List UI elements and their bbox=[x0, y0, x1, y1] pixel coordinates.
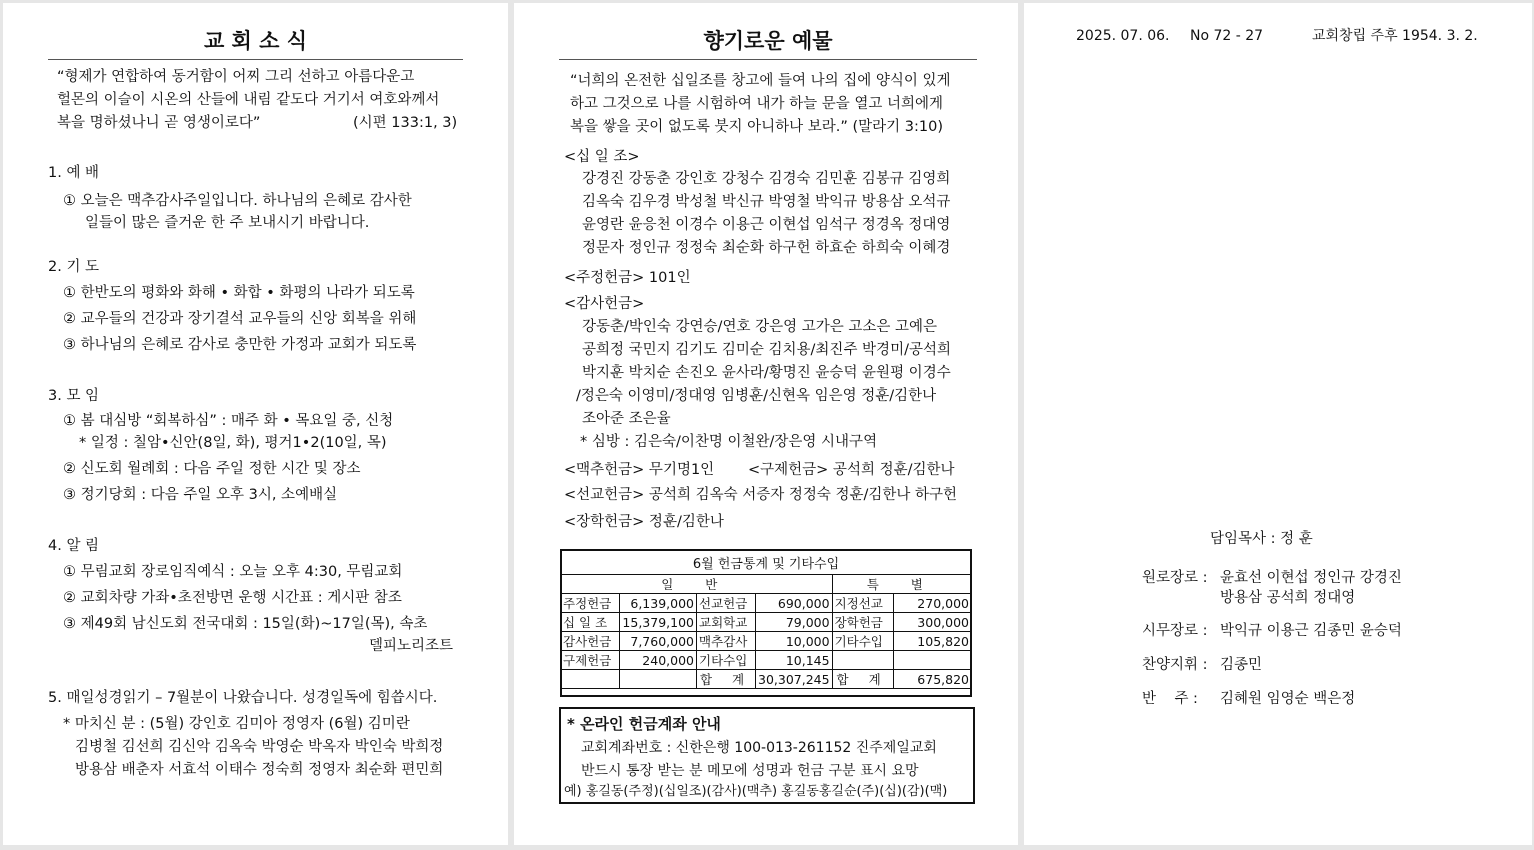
table-cell: 7,760,000 bbox=[620, 632, 697, 651]
table-cell: 79,000 bbox=[756, 613, 833, 632]
verse-line: “너희의 온전한 십일조를 창고에 들여 나의 집에 양식이 있게 bbox=[570, 73, 951, 89]
verse-line: 복을 쌓을 곳이 없도록 붓지 아니하나 보라.” (말라기 3:10) bbox=[570, 119, 944, 135]
verse-line: 헐몬의 이슬이 시온의 산들에 내림 같도다 거기서 여호와께서 bbox=[57, 92, 440, 108]
table-header-special: 특 별 bbox=[832, 575, 971, 594]
verse-line: “형제가 연합하여 동거함이 어찌 그리 선하고 아름다운고 bbox=[57, 69, 415, 85]
thanks-names: 공희정 국민지 김기도 김미순 김치용/최진주 박경미/공석희 bbox=[582, 342, 951, 358]
bulletin-date: 2025. 07. 06. bbox=[1076, 28, 1170, 44]
verse-reference: (시편 133:1, 3) bbox=[353, 115, 458, 131]
table-cell: 기타수입 bbox=[697, 651, 756, 670]
prayer-item: ② 교우들의 건강과 장기결석 교우들의 신앙 회복을 위해 bbox=[63, 311, 417, 327]
account-line: 반드시 통장 받는 분 메모에 성명과 헌금 구분 표시 요망 bbox=[581, 763, 919, 779]
thanks-names: /정은숙 이영미/정대영 임병훈/신현옥 임은영 정훈/김한나 bbox=[576, 388, 937, 404]
notice-item: 델피노리조트 bbox=[369, 638, 454, 654]
verse-line: 하고 그것으로 나를 시험하여 내가 하늘 문을 열고 너희에게 bbox=[570, 96, 944, 112]
page-cover bbox=[1024, 3, 1532, 845]
prayer-item: ① 한반도의 평화와 화해 • 화합 • 화평의 나라가 되도록 bbox=[63, 285, 415, 301]
table-cell: 240,000 bbox=[620, 651, 697, 670]
table-cell bbox=[832, 651, 893, 670]
mission-offering: <선교헌금> 공석희 김옥숙 서증자 정정숙 정훈/김한나 하구헌 bbox=[564, 487, 958, 503]
table-cell: 10,000 bbox=[756, 632, 833, 651]
table-cell: 15,379,100 bbox=[620, 613, 697, 632]
page-offerings bbox=[514, 3, 1018, 845]
page-church-news bbox=[3, 3, 508, 845]
account-title: * 온라인 헌금계좌 안내 bbox=[567, 715, 721, 733]
notice-item: ③ 제49회 남신도회 전국대회 : 15일(화)~17일(목), 속초 bbox=[63, 616, 428, 632]
bible-line: 김병철 김선희 김신악 김옥숙 박영순 박옥자 박인숙 박희정 bbox=[75, 739, 444, 755]
offerings-title: 향기로운 예물 bbox=[559, 25, 977, 60]
section-heading-worship: 1. 예 배 bbox=[48, 165, 100, 181]
online-account-box bbox=[559, 707, 975, 804]
table-row bbox=[561, 613, 972, 632]
staff-names: 방용삼 공석희 정대영 bbox=[1220, 590, 1356, 606]
bulletin-number: No 72 - 27 bbox=[1190, 28, 1264, 44]
total-general: 30,307,245 bbox=[756, 670, 833, 689]
harvest-offering: <맥추헌금> 무기명1인 bbox=[564, 462, 715, 478]
prayer-item: ③ 하나님의 은혜로 감사로 충만한 가정과 교회가 되도록 bbox=[63, 337, 417, 353]
thanks-names: 조아준 조은율 bbox=[582, 411, 671, 427]
tithe-names: 김옥숙 김우경 박성철 박신규 박영철 박익규 방용삼 오석규 bbox=[582, 194, 951, 210]
thanks-names: 강동춘/박인숙 강연승/연호 강은영 고가은 고소은 고예은 bbox=[582, 319, 937, 335]
table-header-general: 일 반 bbox=[561, 575, 833, 594]
table-cell: 270,000 bbox=[893, 594, 971, 613]
meeting-item: ① 봄 대심방 “회복하심” : 매주 화 • 목요일 중, 신청 bbox=[63, 413, 394, 429]
notice-item: ② 교회차량 가좌•초전방면 운행 시간표 : 게시판 참조 bbox=[63, 590, 402, 606]
table-cell: 기타수입 bbox=[832, 632, 893, 651]
section-heading-meeting: 3. 모 임 bbox=[48, 388, 100, 404]
staff-label: 반 주 : bbox=[1142, 691, 1198, 707]
section-heading-bible: 5. 매일성경읽기 – 7월분이 나왔습니다. 성경일독에 힘씁시다. bbox=[48, 690, 438, 706]
staff-names: 김혜원 임영순 백은정 bbox=[1220, 691, 1356, 707]
table-row bbox=[561, 632, 972, 651]
table-cell: 10,145 bbox=[756, 651, 833, 670]
staff-names: 김종민 bbox=[1220, 657, 1263, 673]
table-cell bbox=[893, 651, 971, 670]
total-label: 합 계 bbox=[832, 670, 893, 689]
staff-label: 원로장로 : bbox=[1142, 570, 1208, 586]
total-special: 675,820 bbox=[893, 670, 971, 689]
tithe-names: 정문자 정인규 정정숙 최순화 하구헌 하효순 하희숙 이혜경 bbox=[582, 240, 951, 256]
table-cell: 지정선교 bbox=[832, 594, 893, 613]
bible-line: 방용삼 배춘자 서효석 이태수 정숙희 정영자 최순화 편민희 bbox=[75, 762, 444, 778]
table-cell: 십 일 조 bbox=[561, 613, 620, 632]
tithe-names: 강경진 강동춘 강인호 강청수 김경숙 김민훈 김봉규 김영희 bbox=[582, 171, 951, 187]
tithe-label: <십 일 조> bbox=[564, 149, 640, 165]
meeting-item: * 일정 : 칠암•신안(8일, 화), 평거1•2(10일, 목) bbox=[79, 435, 387, 451]
section-heading-prayer: 2. 기 도 bbox=[48, 259, 100, 275]
table-cell: 선교헌금 bbox=[697, 594, 756, 613]
visit-thanks: * 심방 : 김은숙/이찬명 이철완/장은영 시내구역 bbox=[580, 434, 878, 450]
worship-item: ① 오늘은 맥추감사주일입니다. 하나님의 은혜로 감사한 bbox=[63, 193, 412, 209]
table-cell: 감사헌금 bbox=[561, 632, 620, 651]
section-heading-notice: 4. 알 림 bbox=[48, 538, 100, 554]
founding-date: 교회창립 주후 1954. 3. 2. bbox=[1312, 28, 1478, 44]
table-cell: 교회학교 bbox=[697, 613, 756, 632]
offering-statistics-table bbox=[560, 549, 972, 689]
thanks-label: <감사헌금> bbox=[564, 296, 645, 312]
table-cell: 105,820 bbox=[893, 632, 971, 651]
verse-line: 복을 명하셨나니 곧 영생이로다” bbox=[57, 115, 261, 131]
table-cell: 6,139,000 bbox=[620, 594, 697, 613]
relief-offering: <구제헌금> 공석희 정훈/김한나 bbox=[748, 462, 955, 478]
staff-label: 시무장로 : bbox=[1142, 623, 1208, 639]
table-cell: 690,000 bbox=[756, 594, 833, 613]
table-caption: 6월 헌금통계 및 기타수입 bbox=[561, 550, 972, 575]
scholarship-offering: <장학헌금> 정훈/김한나 bbox=[564, 514, 724, 530]
account-example: 예) 홍길동(주정)(십일조)(감사)(맥추) 홍길동홍길순(주)(십)(감)(맥) bbox=[564, 784, 948, 799]
staff-label: 찬양지휘 : bbox=[1142, 657, 1208, 673]
staff-names: 윤효선 이현섭 정인규 강경진 bbox=[1220, 570, 1402, 586]
total-label: 합 계 bbox=[697, 670, 756, 689]
table-cell: 맥추감사 bbox=[697, 632, 756, 651]
worship-item: 일들이 많은 즐거운 한 주 보내시기 바랍니다. bbox=[85, 215, 370, 231]
table-cell bbox=[561, 670, 620, 689]
meeting-item: ③ 정기당회 : 다음 주일 오후 3시, 소예배실 bbox=[63, 487, 338, 503]
table-row bbox=[561, 651, 972, 670]
church-news-title: 교 회 소 식 bbox=[48, 25, 463, 60]
table-cell bbox=[620, 670, 697, 689]
table-cell: 장학헌금 bbox=[832, 613, 893, 632]
weekly-offering: <주정헌금> 101인 bbox=[564, 270, 691, 286]
account-line: 교회계좌번호 : 신한은행 100-013-261152 진주제일교회 bbox=[581, 740, 937, 756]
table-total-row bbox=[561, 670, 972, 689]
notice-item: ① 무림교회 장로임직예식 : 오늘 오후 4:30, 무림교회 bbox=[63, 564, 403, 580]
senior-pastor: 담임목사 : 정 훈 bbox=[1210, 531, 1313, 547]
bible-line: * 마치신 분 : (5월) 강인호 김미아 정영자 (6월) 김미란 bbox=[63, 716, 410, 732]
tithe-names: 윤영란 윤응천 이경수 이용근 이현섭 임석구 정경옥 정대영 bbox=[582, 217, 951, 233]
table-cell: 주정헌금 bbox=[561, 594, 620, 613]
staff-names: 박익규 이용근 김종민 윤승덕 bbox=[1220, 623, 1402, 639]
table-cell: 구제헌금 bbox=[561, 651, 620, 670]
table-row bbox=[561, 594, 972, 613]
thanks-names: 박지훈 박치순 손진오 윤사라/황명진 윤승덕 윤원평 이경수 bbox=[582, 365, 951, 381]
table-cell: 300,000 bbox=[893, 613, 971, 632]
meeting-item: ② 신도회 월례회 : 다음 주일 정한 시간 및 장소 bbox=[63, 461, 361, 477]
